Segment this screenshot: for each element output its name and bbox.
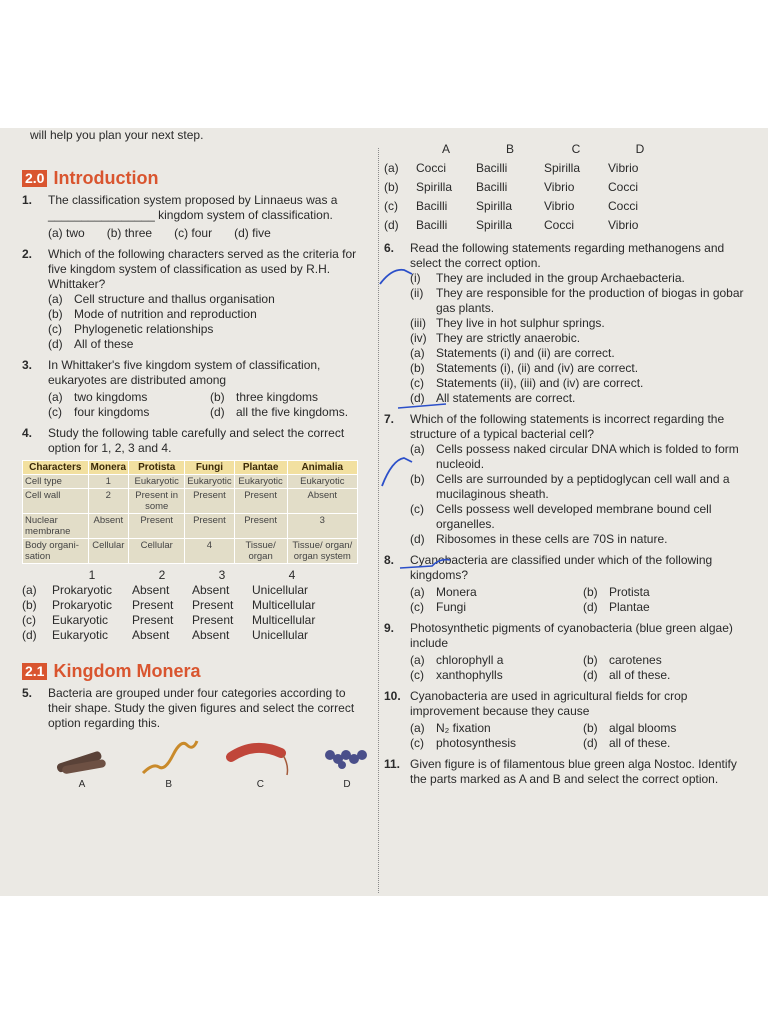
question-number: 9.: [384, 621, 395, 635]
question-number: 4.: [22, 426, 33, 440]
top-line-text: will help you plan your next step.: [30, 128, 204, 142]
question-8: [384, 553, 756, 615]
question-text: The classification system proposed by Linnaeus was a ________________ kingdom system of classification.: [48, 193, 338, 222]
question-5: [22, 686, 372, 731]
question-3: [22, 358, 372, 420]
option-c: (c) photosynthesis: [410, 736, 517, 750]
option-d: (d) Ribosomes in these cells are 70S in nature.: [410, 532, 668, 546]
table-row: Cell wall 2 Present in some Present Present Absent: [23, 489, 358, 514]
statement-i: (i) They are included in the group Archaebacteria.: [410, 271, 685, 285]
question-text: Cyanobacteria are used in agricultural fields for crop improvement because they cause: [410, 689, 688, 718]
table-header: Animalia: [287, 461, 357, 475]
question-number: 1.: [22, 193, 33, 207]
statement-iv: (iv) They are strictly anaerobic.: [410, 331, 581, 345]
question-text: Read the following statements regarding methanogens and select the correct option.: [410, 241, 725, 270]
option-c: (c) Fungi: [410, 600, 467, 614]
section-number: 2.0: [22, 170, 47, 187]
question-number: 7.: [384, 412, 395, 426]
option-a: (a) Cell structure and thallus organisation: [48, 292, 275, 306]
q4-answer-codes: 1 2 3 4 (a) Prokaryotic Absent Absent Unicellular (b) Prokaryotic Present Present Multicellular (c) Eukaryotic Present Present Multicellular (d) Eukaryotic Absent Absent Unicellular: [22, 568, 316, 642]
q5-answer-table: A B C D (a) Cocci Bacilli Spirilla Vibrio (b) Spirilla Bacilli Vibrio Cocci (c) Bacilli Spirilla Vibrio Cocci (d) Bacilli Spirilla Cocci Vibrio: [384, 142, 645, 232]
spiral-bacteria-icon: [139, 737, 199, 777]
section-monera-heading: [22, 663, 372, 680]
question-text: Given figure is of filamentous blue green alga Nostoc. Identify the parts marked as A and B and select the correct option.: [410, 757, 737, 786]
option-b: (b) algal blooms: [583, 721, 677, 735]
question-text: Photosynthetic pigments of cyanobacteria (blue green algae) include: [410, 621, 733, 650]
option-b: (b) Protista: [583, 585, 650, 599]
option-c: (c) xanthophylls: [410, 668, 503, 682]
question-2: [22, 247, 372, 352]
figure-c-vibrio: C: [225, 737, 295, 792]
option-d: (d) all the five kingdoms.: [210, 405, 349, 419]
option-b: (b) Statements (i), (ii) and (iv) are correct.: [410, 361, 639, 375]
section-introduction-heading: [22, 170, 372, 187]
statement-iii: (iii) They live in hot sulphur springs.: [410, 316, 605, 330]
right-column: [384, 140, 756, 793]
option-d: (d) Plantae: [583, 600, 650, 614]
option-a: (a) Cells possess naked circular DNA which is folded to form nucleoid.: [410, 442, 739, 471]
question-6: [384, 241, 756, 406]
table-row: Nuclear membrane Absent Present Present Present 3: [23, 514, 358, 539]
table-header: Protista: [129, 461, 185, 475]
question-1: [22, 193, 372, 241]
option-a: (a) N₂ fixation: [410, 721, 491, 735]
option-a: (a) Monera: [410, 585, 477, 599]
question-11: [384, 757, 756, 787]
comma-bacteria-icon: [225, 737, 295, 777]
rod-bacteria-icon: [52, 743, 112, 777]
column-divider: [378, 148, 379, 893]
question-text: Which of the following characters served as the criteria for five kingdom system of classification as used by R.H. Whittaker?: [48, 247, 357, 291]
cocci-bacteria-icon: [322, 743, 372, 777]
option-c: (c) Cells possess well developed membrane bound cell organelles.: [410, 502, 712, 531]
option-a: (a) chlorophyll a: [410, 653, 504, 667]
bacteria-figures: [52, 737, 372, 792]
option-b: (b) Cells are surrounded by a peptidoglycan cell wall and a mucilaginous sheath.: [410, 472, 730, 501]
question-text: In Whittaker's five kingdom system of classification, eukaryotes are distributed among: [48, 358, 321, 387]
question-text: Bacteria are grouped under four categories according to their shape. Study the given figures and select the correct option regarding this.: [48, 686, 355, 730]
question-4: [22, 426, 372, 456]
question-number: 2.: [22, 247, 33, 261]
question-number: 10.: [384, 689, 401, 703]
section-title: Kingdom Monera: [53, 661, 201, 681]
statement-ii: (ii) They are responsible for the production of biogas in gobar gas plants.: [410, 286, 744, 315]
option-b: (b) three: [106, 226, 153, 240]
question-7: [384, 412, 756, 547]
question-10: [384, 689, 756, 751]
option-d: (d) All statements are correct.: [410, 391, 576, 405]
option-a: (a) two kingdoms: [48, 390, 148, 404]
figure-a-bacilli: A: [52, 743, 112, 792]
question-number: 8.: [384, 553, 395, 567]
textbook-page: [0, 128, 768, 896]
section-number: 2.1: [22, 663, 47, 680]
question-text: Study the following table carefully and select the correct option for 1, 2, 3 and 4.: [48, 426, 345, 455]
option-d: (d) All of these: [48, 337, 134, 351]
option-d: (d) all of these.: [583, 736, 671, 750]
option-b: (b) carotenes: [583, 653, 662, 667]
section-title: Introduction: [53, 168, 159, 188]
option-d: (d) all of these.: [583, 668, 671, 682]
question-number: 11.: [384, 757, 401, 771]
left-column: [22, 168, 372, 792]
table-header: Plantae: [234, 461, 287, 475]
option-c: (c) Phylogenetic relationships: [48, 322, 214, 336]
option-b: (b) three kingdoms: [210, 390, 319, 404]
figure-d-cocci: D: [322, 743, 372, 792]
question-number: 3.: [22, 358, 33, 372]
question-text: Which of the following statements is incorrect regarding the structure of a typical bacterial cell?: [410, 412, 725, 441]
figure-b-spirilla: B: [139, 737, 199, 792]
kingdom-characters-table: [22, 460, 358, 564]
option-c: (c) four: [174, 226, 213, 240]
table-header: Fungi: [185, 461, 234, 475]
table-row: Body organi- sation Cellular Cellular 4 Tissue/ organ Tissue/ organ/ organ system: [23, 539, 358, 564]
question-9: [384, 621, 756, 683]
question-number: 5.: [22, 686, 33, 700]
table-header: Characters: [23, 461, 89, 475]
option-b: (b) Mode of nutrition and reproduction: [48, 307, 257, 321]
option-c: (c) Statements (ii), (iii) and (iv) are correct.: [410, 376, 644, 390]
option-c: (c) four kingdoms: [48, 405, 150, 419]
table-header: Monera: [88, 461, 129, 475]
question-number: 6.: [384, 241, 395, 255]
question-text: Cyanobacteria are classified under which of the following kingdoms?: [410, 553, 713, 582]
option-d: (d) five: [234, 226, 271, 240]
option-a: (a) Statements (i) and (ii) are correct.: [410, 346, 615, 360]
option-a: (a) two: [48, 226, 85, 240]
table-row: Cell type 1 Eukaryotic Eukaryotic Eukaryotic Eukaryotic: [23, 475, 358, 489]
